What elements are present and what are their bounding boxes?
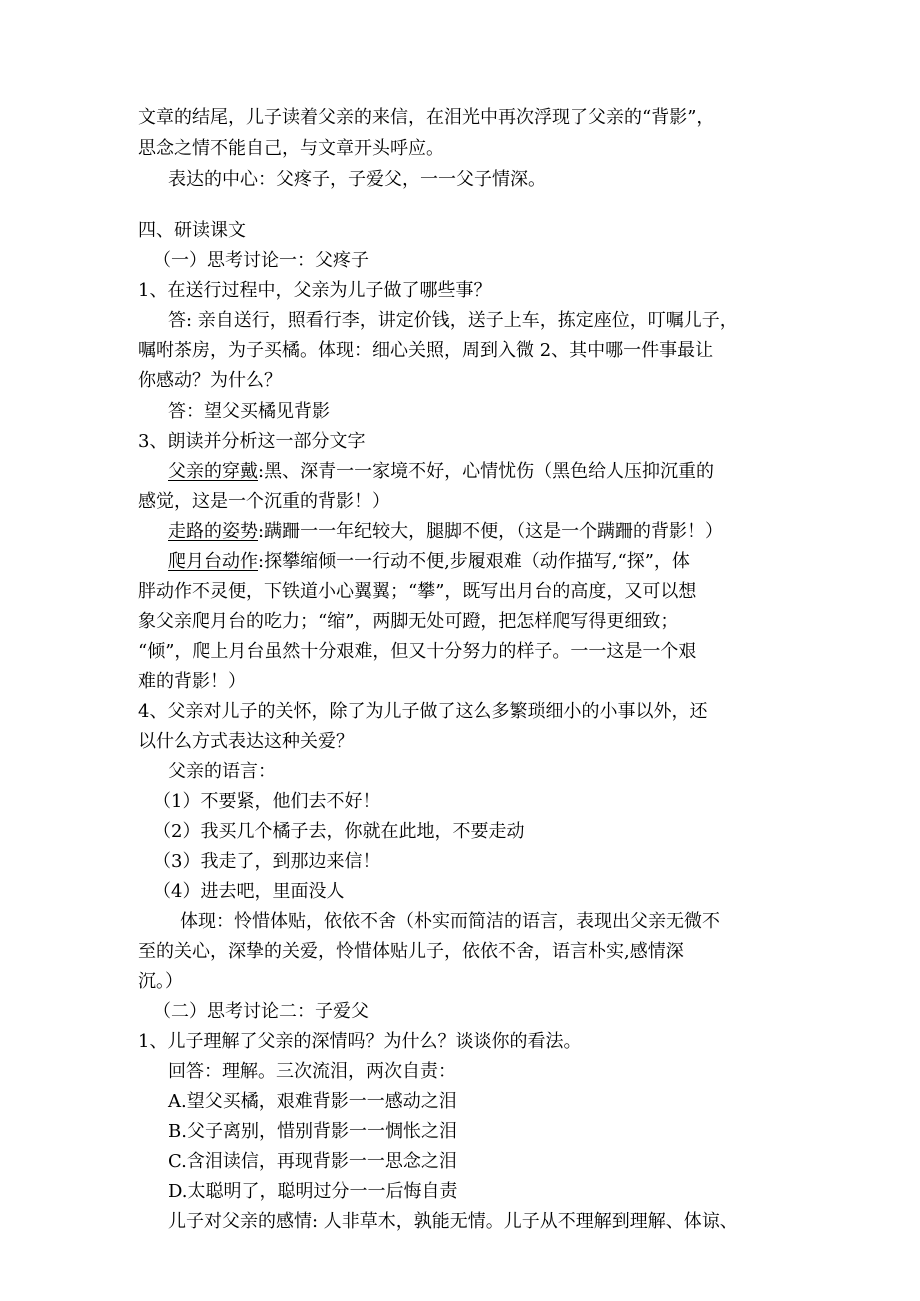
- quote-item: （3）我走了，到那边来信！: [153, 851, 381, 872]
- climb-line-2: 胖动作不灵便，下铁道小心翼翼；“攀”，既写出月台的高度，又可以想: [138, 581, 697, 602]
- question-4-line-2: 以什么方式表达这种关爱？: [138, 731, 354, 752]
- question-3: 3、朗读并分析这一部分文字: [138, 431, 366, 452]
- reflect-line-3: 沉。）: [138, 971, 183, 992]
- list-item: C.含泪读信，再现背影一一思念之泪: [168, 1151, 457, 1172]
- quote-item: （4）进去吧，里面没人: [153, 881, 345, 902]
- part2-answer: 回答：理解。三次流泪，两次自责：: [168, 1061, 456, 1082]
- section-heading: 四、研读课文: [138, 220, 246, 241]
- reflect-line-2: 至的关心，深挚的关爱，怜惜体贴儿子，依依不舍，语言朴实,感情深: [138, 941, 684, 962]
- intro-line-2: 思念之情不能自己，与文章开头呼应。: [138, 138, 444, 159]
- dress-line-2: 感觉，这是一个沉重的背影！）: [138, 491, 390, 512]
- quote-item: （1）不要紧，他们去不好！: [153, 791, 381, 812]
- list-item: B.父子离别，惜别背影一一惆怅之泪: [168, 1121, 457, 1142]
- center-statement: 表达的中心：父疼子，子爱父，一一父子情深。: [168, 169, 546, 190]
- intro-line-1: 文章的结尾，儿子读着父亲的来信，在泪光中再次浮现了父亲的“背影”，: [138, 107, 715, 128]
- list-item: A.望父买橘，艰难背影一一感动之泪: [168, 1091, 457, 1112]
- climb-label: 爬月台动作: [168, 551, 258, 572]
- words-heading: 父亲的语言：: [168, 761, 276, 782]
- climb-line-5: 难的背影！）: [138, 671, 246, 692]
- dress-text: :黑、深青一一家境不好，心情忧伤（黑色给人压抑沉重的: [258, 461, 715, 482]
- reflect-line-1: 体现：怜惜体贴，依依不舍（朴实而简洁的语言，表现出父亲无微不: [180, 911, 720, 932]
- dress-line: [168, 456, 714, 487]
- climb-line: [168, 546, 690, 577]
- answer-2: 答：望父买橘见背影: [168, 401, 330, 422]
- answer-1-line-1: 答: 亲自送行，照看行李，讲定价钱，送子上车，拣定座位，叮嘱儿子，: [168, 310, 738, 331]
- walk-text: :蹒跚一一年纪较大，腿脚不便，（这是一个蹒跚的背影！）: [258, 521, 724, 542]
- climb-line-3: 象父亲爬月台的吃力；“缩”，两脚无处可蹬，把怎样爬写得更细致；: [138, 611, 679, 632]
- walk-label: 走路的姿势: [168, 521, 258, 542]
- quote-item: （2）我买几个橘子去，你就在此地，不要走动: [153, 821, 525, 842]
- answer-1-line-2: 嘱咐茶房，为子买橘。体现：细心关照，周到入微 2、其中哪一件事最让: [138, 340, 714, 361]
- climb-text: :探攀缩倾一一行动不便,步履艰难（动作描写,“探”，体: [258, 551, 690, 572]
- climb-line-4: “倾”，爬上月台虽然十分艰难，但又十分努力的样子。一一这是一个艰: [138, 641, 697, 662]
- answer-1-line-3: 你感动？为什么？: [138, 370, 282, 391]
- part2-heading: （二）思考讨论二：子爱父: [153, 1001, 369, 1022]
- question-1: 1、在送行过程中，父亲为儿子做了哪些事？: [138, 280, 492, 301]
- dress-label: 父亲的穿戴: [168, 461, 258, 482]
- part2-question-1: 1、儿子理解了父亲的深情吗？为什么？谈谈你的看法。: [138, 1031, 582, 1052]
- list-item: D.太聪明了，聪明过分一一后悔自责: [168, 1181, 458, 1202]
- walk-line: [168, 516, 723, 547]
- feeling-line: 儿子对父亲的感情: 人非草木，孰能无情。儿子从不理解到理解、体谅、: [168, 1211, 738, 1232]
- question-4-line-1: 4、父亲对儿子的关怀，除了为儿子做了这么多繁琐细小的小事以外，还: [138, 701, 708, 722]
- part1-heading: （一）思考讨论一：父疼子: [153, 250, 369, 271]
